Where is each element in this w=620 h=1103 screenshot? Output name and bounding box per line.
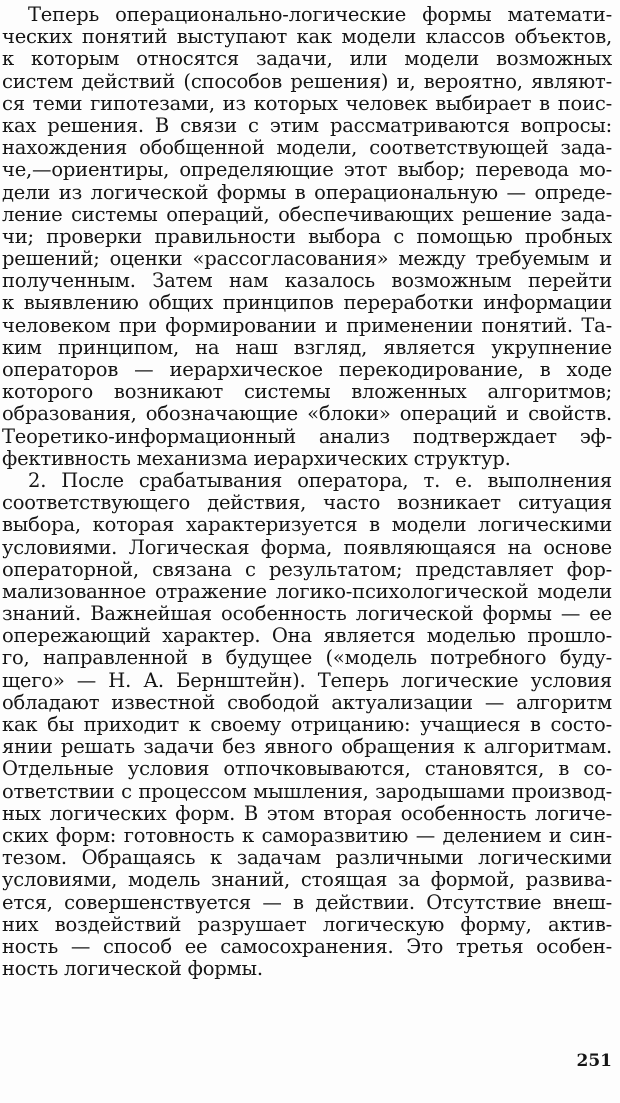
text-line: которого возникают системы вложенных алгоритмов; [2, 380, 612, 404]
text-line: ся теми гипотезами, из которых человек выбирает в поис- [2, 91, 612, 115]
page-number: 251 [576, 1051, 612, 1071]
text-line: ность логической формы. [2, 957, 263, 981]
text-line: че,—ориентиры, определяющие этот выбор; перевода мо- [2, 158, 612, 182]
text-line: мализованное отражение логико-психологической модели [2, 579, 612, 603]
text-line: обладают известной свободой актуализации — алгоритм [2, 690, 612, 714]
text-line: опережающий характер. Она является моделью прошло- [2, 624, 612, 648]
text-line: ответствии с процессом мышления, зародышами производ- [2, 779, 612, 803]
text-line: янии решать задачи без явного обращения к алгоритмам. [2, 735, 612, 759]
text-line: систем действий (способов решения) и, вероятно, являют- [2, 69, 612, 93]
text-line: Отдельные условия отпочковываются, становятся, в со- [2, 757, 612, 781]
text-line: чи; проверки правильности выбора с помощью пробных [2, 224, 612, 248]
text-line: дели из логической формы в операциональную — опреде- [2, 180, 612, 204]
body-text [2, 4, 612, 980]
text-line: го, направленной в будущее («модель потребного буду- [2, 646, 612, 670]
text-line: выбора, которая характеризуется в модели логическими [2, 513, 612, 537]
text-line: них воздействий разрушает логическую форму, актив- [2, 912, 612, 936]
text-line: знаний. Важнейшая особенность логической формы — ее [2, 602, 612, 626]
text-line: ление системы операций, обеспечивающих решение зада- [2, 202, 612, 226]
text-line: фективность механизма иерархических структур. [2, 446, 511, 470]
text-line: Теоретико-информационный анализ подтверждает эф- [2, 424, 612, 448]
text-line: соответствующего действия, часто возникает ситуация [2, 491, 612, 515]
text-line: к выявлению общих принципов переработки информации [2, 291, 612, 315]
text-line: ческих понятий выступают как модели классов объектов, [2, 25, 612, 49]
text-line: ность — способ ее самосохранения. Это третья особен- [2, 934, 612, 958]
text-line: 2. После срабатывания оператора, т. е. выполнения [28, 468, 612, 492]
text-line: как бы приходит к своему отрицанию: учащиеся в состо- [2, 713, 612, 736]
text-line: условиями, модель знаний, стоящая за формой, развива- [2, 868, 612, 892]
text-line: к которым относятся задачи, или модели возможных [2, 47, 612, 71]
text-line: решений; оценки «рассогласования» между требуемым и [2, 247, 612, 271]
text-line: нахождения обобщенной модели, соответствующей зада- [2, 136, 612, 160]
text-line: ных логических форм. В этом вторая особенность логиче- [2, 801, 612, 825]
text-line: операторной, связана с результатом; представляет фор- [2, 557, 612, 581]
text-line: ется, совершенствуется — в действии. Отсутствие внеш- [2, 890, 612, 914]
text-line: человеком при формировании и применении понятий. Та- [2, 313, 612, 337]
text-line: ских форм: готовность к саморазвитию — делением и син- [2, 823, 612, 847]
text-line: операторов — иерархическое перекодирование, в ходе [2, 358, 612, 381]
text-line: условиями. Логическая форма, появляющаяся на основе [2, 535, 612, 559]
text-line: ким принципом, на наш взгляд, является укрупнение [2, 335, 612, 359]
text-line: тезом. Обращаясь к задачам различными логическими [2, 846, 612, 870]
text-line: полученным. Затем нам казалось возможным перейти [2, 269, 612, 293]
text-line: ках решения. В связи с этим рассматриваются вопросы: [2, 113, 612, 137]
text-line: щего» — Н. А. Бернштейн). Теперь логические условия [2, 668, 612, 692]
text-line: образования, обозначающие «блоки» операций и свойств. [2, 402, 612, 426]
text-line: Теперь операционально-логические формы математи- [28, 3, 612, 26]
